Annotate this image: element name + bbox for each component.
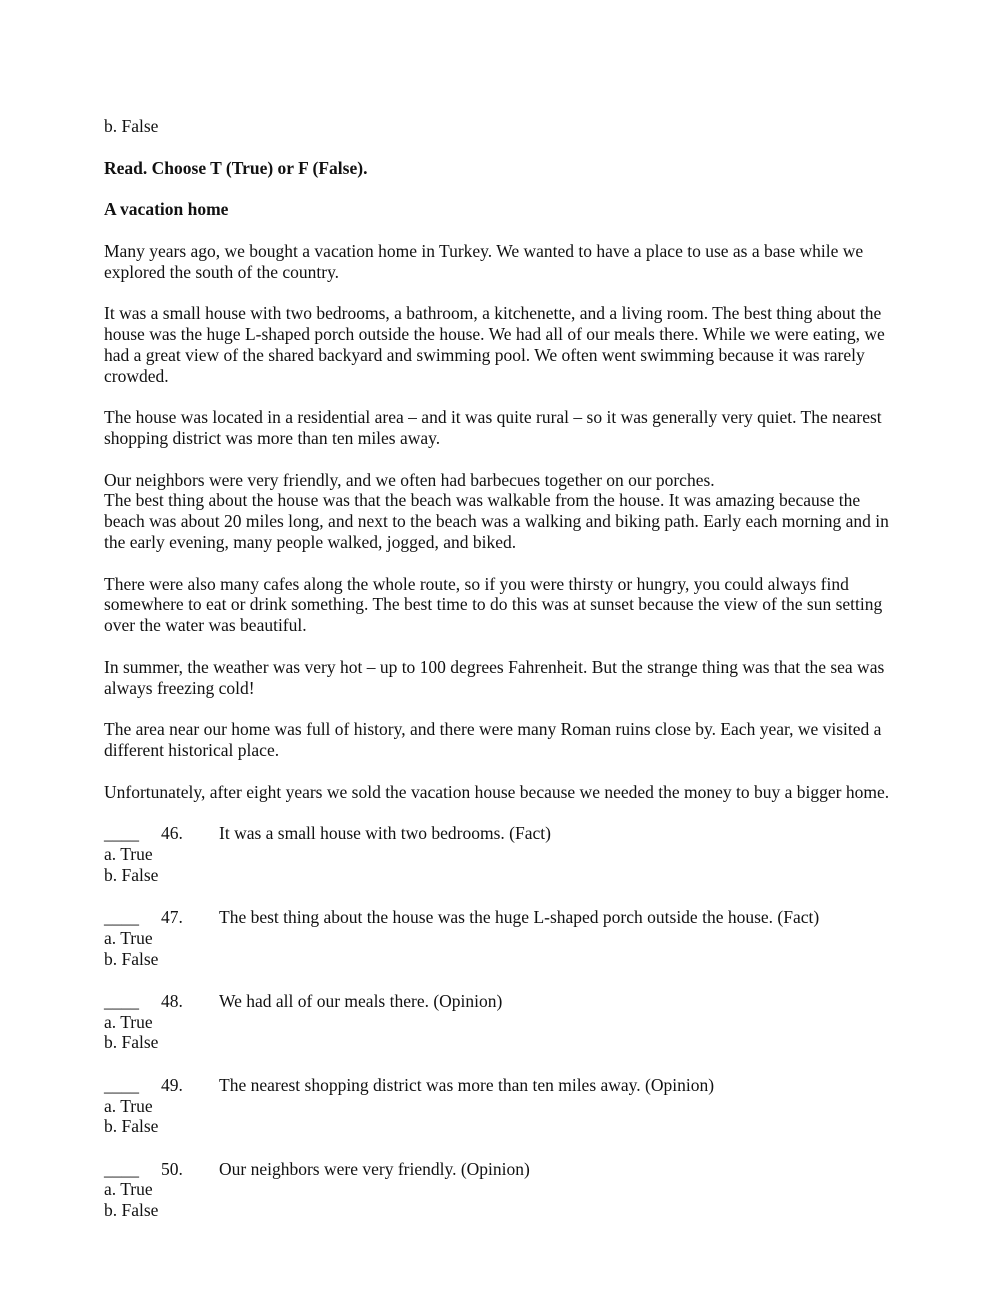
option-a-true[interactable]: a. True xyxy=(104,1011,153,1032)
story-paragraph-5: The best thing about the house was that the beach was walkable from the house. It was amazing because the beach was about 20 miles long, and next to the beach was a walking and biking path. Early each morning and in the early evening, many people walked, jogged, and biked. xyxy=(104,490,889,552)
question-number: 49. xyxy=(161,1074,183,1095)
story-paragraph-3: The house was located in a residential area – and it was quite rural – so it was generally very quiet. The nearest shopping district was more than ten miles away. xyxy=(104,407,882,448)
option-b-false[interactable]: b. False xyxy=(104,1200,159,1221)
question-number: 47. xyxy=(161,906,183,927)
answer-blank[interactable]: ____ xyxy=(104,990,139,1011)
option-a-true[interactable]: a. True xyxy=(104,843,153,864)
story-paragraph-2: It was a small house with two bedrooms, a bathroom, a kitchenette, and a living room. The best thing about the house was the huge L-shaped porch outside the house. We had all of our meals there. While we were eating, we had a great view of the shared backyard and swimming pool. We often went swimming because it was rarely crowded. xyxy=(104,303,885,386)
option-a-true[interactable]: a. True xyxy=(104,1095,153,1116)
answer-blank[interactable]: ____ xyxy=(104,823,139,844)
option-b-false[interactable]: b. False xyxy=(104,1032,159,1053)
answer-blank[interactable]: ____ xyxy=(104,906,139,927)
question-text: Our neighbors were very friendly. (Opinion) xyxy=(219,1158,530,1179)
question-49 xyxy=(104,1075,904,1137)
question-text: It was a small house with two bedrooms. (Fact) xyxy=(219,823,551,844)
previous-question-option-b: b. False xyxy=(104,116,159,136)
option-b-false[interactable]: b. False xyxy=(104,864,159,885)
story-title: A vacation home xyxy=(104,199,229,220)
option-b-false[interactable]: b. False xyxy=(104,948,159,969)
question-text: The best thing about the house was the huge L-shaped porch outside the house. (Fact) xyxy=(219,906,820,927)
story-paragraph-9: Unfortunately, after eight years we sold the vacation house because we needed the money to buy a bigger home. xyxy=(104,781,890,802)
worksheet-page xyxy=(104,116,904,1243)
question-50 xyxy=(104,1159,904,1221)
question-text: The nearest shopping district was more than ten miles away. (Opinion) xyxy=(219,1074,715,1095)
story-paragraph-6: There were also many cafes along the whole route, so if you were thirsty or hungry, you could always find somewhere to eat or drink something. The best time to do this was at sunset because the view of the sun setting over the water was beautiful. xyxy=(104,573,883,636)
story-paragraph-7: In summer, the weather was very hot – up to 100 degrees Fahrenheit. But the strange thing was that the sea was always freezing cold! xyxy=(104,656,885,698)
instruction-heading: Read. Choose T (True) or F (False). xyxy=(104,157,368,178)
question-number: 46. xyxy=(161,823,183,844)
answer-blank[interactable]: ____ xyxy=(104,1074,139,1095)
question-47 xyxy=(104,907,904,969)
option-b-false[interactable]: b. False xyxy=(104,1116,159,1137)
question-number: 48. xyxy=(161,990,183,1011)
option-a-true[interactable]: a. True xyxy=(104,1179,153,1200)
question-number: 50. xyxy=(161,1158,183,1179)
question-text: We had all of our meals there. (Opinion) xyxy=(219,990,503,1011)
answer-blank[interactable]: ____ xyxy=(104,1158,139,1179)
question-46 xyxy=(104,823,904,885)
story-paragraph-1: Many years ago, we bought a vacation home in Turkey. We wanted to have a place to use as a base while we explored the south of the country. xyxy=(104,240,864,282)
question-48 xyxy=(104,991,904,1053)
story-paragraph-8: The area near our home was full of history, and there were many Roman ruins close by. Each year, we visited a different historical place. xyxy=(104,719,882,760)
option-a-true[interactable]: a. True xyxy=(104,927,153,948)
story-paragraph-4: Our neighbors were very friendly, and we often had barbecues together on our porches. xyxy=(104,469,715,490)
